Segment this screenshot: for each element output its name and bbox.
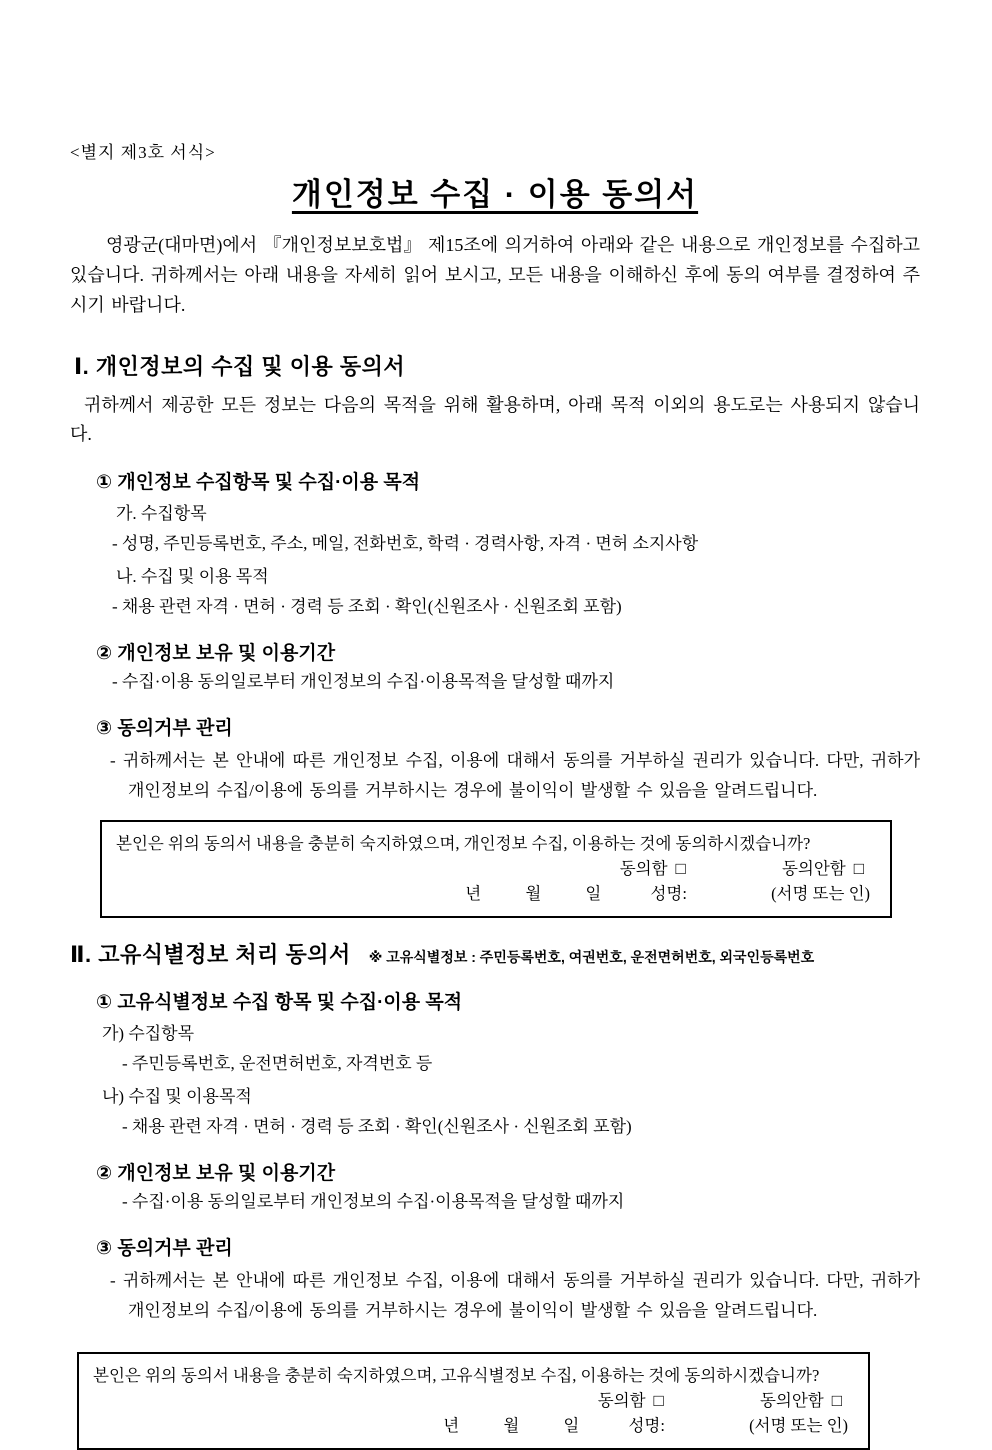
signature-note: (서명 또는 인) — [771, 884, 870, 903]
agree-checkbox[interactable]: □ — [675, 859, 686, 878]
section1-consent-question: 본인은 위의 동의서 내용을 충분히 숙지하였으며, 개인정보 수집, 이용하는 것에 동의하시겠습니까? — [116, 834, 811, 853]
agree-label: 동의함 — [619, 859, 668, 878]
disagree-label: 동의안함 — [781, 859, 846, 878]
year-label: 년 — [443, 1416, 460, 1435]
agree-checkbox[interactable]: □ — [653, 1391, 664, 1410]
section1-consent-box — [100, 820, 892, 918]
day-label: 일 — [585, 884, 602, 903]
disagree-label: 동의안함 — [759, 1391, 824, 1410]
disagree-checkbox[interactable]: □ — [831, 1391, 842, 1410]
section2-consent-question: 본인은 위의 동의서 내용을 충분히 숙지하였으며, 고유식별정보 수집, 이용하는 것에 동의하시겠습니까? — [93, 1366, 820, 1385]
day-label: 일 — [563, 1416, 580, 1435]
name-label: 성명: — [650, 884, 687, 903]
section1-purpose-label: 나. 수집 및 이용 목적 — [116, 567, 269, 586]
section2-disagree-option — [760, 1388, 842, 1413]
name-label: 성명: — [628, 1416, 665, 1435]
section1-agree-option — [620, 856, 686, 881]
section2-item2-heading: ② 개인정보 보유 및 이용기간 — [96, 1163, 336, 1184]
section1-disagree-option — [782, 856, 864, 881]
section1-refusal-detail: - 귀하께서는 본 안내에 따른 개인정보 수집, 이용에 대해서 동의를 거부하실 권리가 있습니다. 다만, 귀하가 개인정보의 수집/이용에 동의를 거부하시는 경우에 불이익이 발생할 수 있음을 알려드립니다. — [110, 751, 920, 800]
form-number-label: <별지 제3호 서식> — [70, 143, 216, 162]
section2-collection-items-detail: - 주민등록번호, 운전면허번호, 자격번호 등 — [122, 1054, 433, 1073]
year-label: 년 — [465, 884, 482, 903]
section2-collection-items-label: 가) 수집항목 — [102, 1024, 195, 1043]
section1-item1-heading: ① 개인정보 수집항목 및 수집·이용 목적 — [96, 472, 421, 493]
section2-purpose-label: 나) 수집 및 이용목적 — [102, 1087, 252, 1106]
section2-item3-heading: ③ 동의거부 관리 — [96, 1238, 233, 1259]
section2-refusal-detail: - 귀하께서는 본 안내에 따른 개인정보 수집, 이용에 대해서 동의를 거부하실 권리가 있습니다. 다만, 귀하가 개인정보의 수집/이용에 동의를 거부하시는 경우에 불이익이 발생할 수 있음을 알려드립니다. — [110, 1271, 920, 1320]
section2-agree-option — [598, 1388, 664, 1413]
section2-retention-detail: - 수집·이용 동의일로부터 개인정보의 수집·이용목적을 달성할 때까지 — [122, 1192, 625, 1211]
section1-item2-heading: ② 개인정보 보유 및 이용기간 — [96, 643, 336, 664]
section2-heading: Ⅱ. 고유식별정보 처리 동의서 — [70, 942, 351, 967]
month-label: 월 — [525, 884, 542, 903]
document-intro: 영광군(대마면)에서 『개인정보보호법』 제15조에 의거하여 아래와 같은 내용으로 개인정보를 수집하고 있습니다. 귀하께서는 아래 내용을 자세히 읽어 보시고, 모든 내용을 이해하신 후에 동의 여부를 결정하여 주시기 바랍니다. — [70, 235, 920, 315]
document-title — [70, 169, 920, 214]
agree-label: 동의함 — [597, 1391, 646, 1410]
month-label: 월 — [503, 1416, 520, 1435]
section1-collection-items-detail: - 성명, 주민등록번호, 주소, 메일, 전화번호, 학력 · 경력사항, 자격 · 면허 소지사항 — [112, 534, 699, 553]
section1-intro: 귀하께서 제공한 모든 정보는 다음의 목적을 위해 활용하며, 아래 목적 이외의 용도로는 사용되지 않습니다. — [70, 395, 920, 444]
section2-consent-box — [77, 1352, 870, 1450]
section1-item3-heading: ③ 동의거부 관리 — [96, 718, 233, 739]
section1-heading: Ⅰ. 개인정보의 수집 및 이용 동의서 — [74, 354, 406, 379]
disagree-checkbox[interactable]: □ — [853, 859, 864, 878]
section1-collection-items-label: 가. 수집항목 — [116, 504, 207, 523]
signature-note: (서명 또는 인) — [749, 1416, 848, 1435]
section1-purpose-detail: - 채용 관련 자격 · 면허 · 경력 등 조회 · 확인(신원조사 · 신원조회 포함) — [112, 597, 622, 616]
section2-note: ※ 고유식별정보 : 주민등록번호, 여권번호, 운전면허번호, 외국인등록번호 — [368, 949, 815, 965]
section2-item1-heading: ① 고유식별정보 수집 항목 및 수집·이용 목적 — [96, 992, 463, 1013]
section2-purpose-detail: - 채용 관련 자격 · 면허 · 경력 등 조회 · 확인(신원조사 · 신원조회 포함) — [122, 1117, 632, 1136]
document-title-text: 개인정보 수집 · 이용 동의서 — [291, 177, 699, 212]
section1-retention-detail: - 수집·이용 동의일로부터 개인정보의 수집·이용목적을 달성할 때까지 — [112, 672, 615, 691]
